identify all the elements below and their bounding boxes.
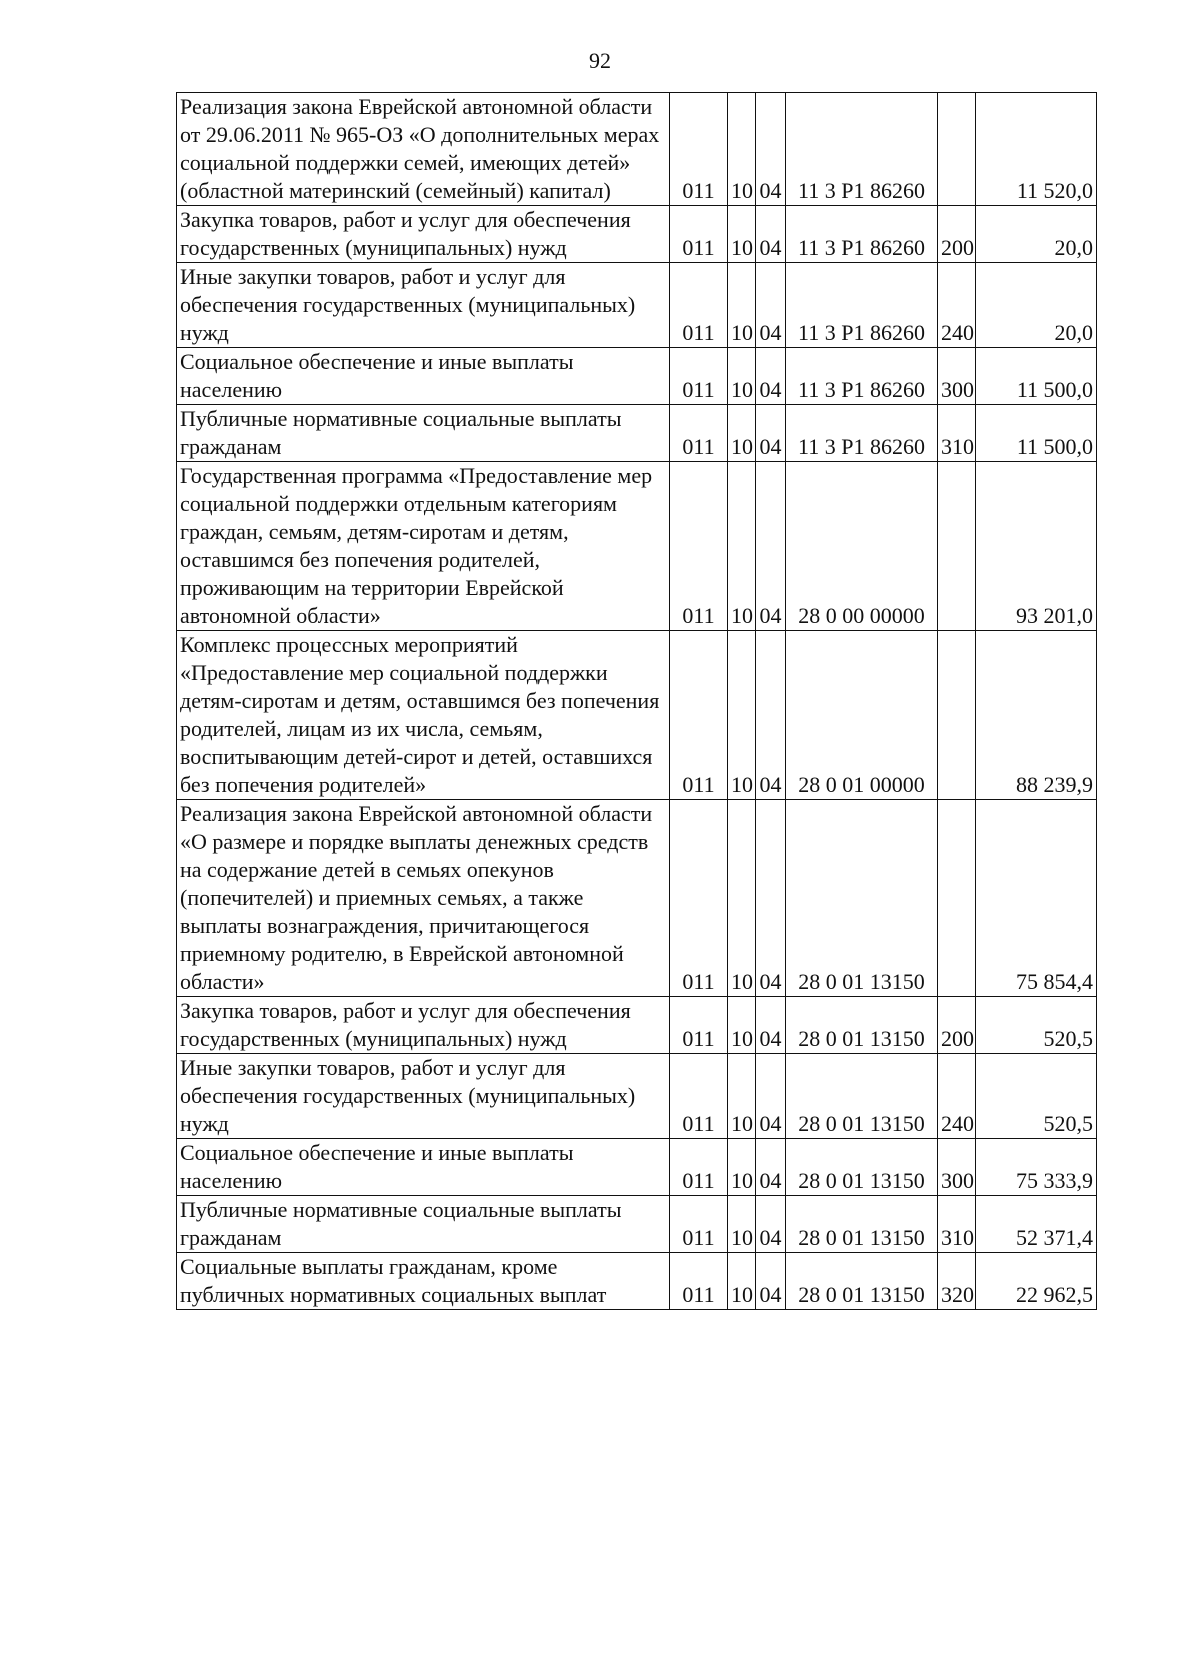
table-row [177, 1054, 1097, 1139]
amount-cell: 11 500,0 [976, 348, 1097, 405]
expense-type-cell: 200 [938, 206, 976, 263]
ministry-code-cell: 011 [670, 1196, 728, 1253]
ministry-code-cell: 011 [670, 800, 728, 997]
expense-type-cell: 200 [938, 997, 976, 1054]
expense-type-cell: 240 [938, 263, 976, 348]
table-row [177, 263, 1097, 348]
expense-type-cell [938, 631, 976, 800]
subsection-code-cell: 04 [756, 405, 786, 462]
amount-cell: 52 371,4 [976, 1196, 1097, 1253]
ministry-code-cell: 011 [670, 405, 728, 462]
amount-cell: 88 239,9 [976, 631, 1097, 800]
amount-cell: 520,5 [976, 1054, 1097, 1139]
subsection-code-cell: 04 [756, 348, 786, 405]
table-row [177, 631, 1097, 800]
subsection-code-cell: 04 [756, 462, 786, 631]
table-row [177, 348, 1097, 405]
ministry-code-cell: 011 [670, 206, 728, 263]
section-code-cell: 10 [728, 800, 756, 997]
ministry-code-cell: 011 [670, 462, 728, 631]
amount-cell: 75 333,9 [976, 1139, 1097, 1196]
row-name-cell: Публичные нормативные социальные выплаты гражданам [177, 1196, 670, 1253]
row-name-cell: Закупка товаров, работ и услуг для обеспечения государственных (муниципальных) нужд [177, 997, 670, 1054]
table-row [177, 93, 1097, 206]
row-name-cell: Иные закупки товаров, работ и услуг для обеспечения государственных (муниципальных) нужд [177, 1054, 670, 1139]
expense-type-cell: 300 [938, 348, 976, 405]
expense-type-cell [938, 93, 976, 206]
ministry-code-cell: 011 [670, 1139, 728, 1196]
row-name-cell: Реализация закона Еврейской автономной области «О размере и порядке выплаты денежных средств на содержание детей в семьях опекунов (попечителей) и приемных семьях, а также выплаты вознаграждения, причитающегося приемному родителю, в Еврейской автономной области» [177, 800, 670, 997]
target-article-cell: 11 3 P1 86260 [786, 348, 938, 405]
expense-type-cell: 310 [938, 405, 976, 462]
amount-cell: 75 854,4 [976, 800, 1097, 997]
section-code-cell: 10 [728, 93, 756, 206]
amount-cell: 22 962,5 [976, 1253, 1097, 1310]
section-code-cell: 10 [728, 997, 756, 1054]
ministry-code-cell: 011 [670, 1054, 728, 1139]
target-article-cell: 28 0 01 13150 [786, 997, 938, 1054]
amount-cell: 11 520,0 [976, 93, 1097, 206]
target-article-cell: 28 0 01 13150 [786, 1253, 938, 1310]
expense-type-cell [938, 800, 976, 997]
table-row [177, 800, 1097, 997]
amount-cell: 20,0 [976, 263, 1097, 348]
subsection-code-cell: 04 [756, 800, 786, 997]
amount-cell: 520,5 [976, 997, 1097, 1054]
expense-type-cell: 310 [938, 1196, 976, 1253]
subsection-code-cell: 04 [756, 206, 786, 263]
row-name-cell: Социальное обеспечение и иные выплаты населению [177, 348, 670, 405]
target-article-cell: 28 0 01 13150 [786, 1139, 938, 1196]
page-number: 92 [589, 48, 611, 73]
subsection-code-cell: 04 [756, 1139, 786, 1196]
ministry-code-cell: 011 [670, 631, 728, 800]
subsection-code-cell: 04 [756, 93, 786, 206]
section-code-cell: 10 [728, 405, 756, 462]
row-name-cell: Социальное обеспечение и иные выплаты населению [177, 1139, 670, 1196]
table-row [177, 1253, 1097, 1310]
budget-table [176, 92, 1097, 1310]
expense-type-cell: 240 [938, 1054, 976, 1139]
expense-type-cell: 320 [938, 1253, 976, 1310]
subsection-code-cell: 04 [756, 1196, 786, 1253]
target-article-cell: 28 0 01 00000 [786, 631, 938, 800]
row-name-cell: Комплекс процессных мероприятий «Предоставление мер социальной поддержки детям-сиротам и детям, оставшимся без попечения родителей, лицам из их числа, семьям, воспитывающим детей-сирот и детей, оставшихся без попечения родителей» [177, 631, 670, 800]
section-code-cell: 10 [728, 206, 756, 263]
ministry-code-cell: 011 [670, 93, 728, 206]
ministry-code-cell: 011 [670, 348, 728, 405]
row-name-cell: Публичные нормативные социальные выплаты гражданам [177, 405, 670, 462]
ministry-code-cell: 011 [670, 997, 728, 1054]
ministry-code-cell: 011 [670, 1253, 728, 1310]
row-name-cell: Социальные выплаты гражданам, кроме публичных нормативных социальных выплат [177, 1253, 670, 1310]
target-article-cell: 28 0 01 13150 [786, 800, 938, 997]
expense-type-cell: 300 [938, 1139, 976, 1196]
row-name-cell: Закупка товаров, работ и услуг для обеспечения государственных (муниципальных) нужд [177, 206, 670, 263]
target-article-cell: 11 3 P1 86260 [786, 93, 938, 206]
target-article-cell: 28 0 01 13150 [786, 1054, 938, 1139]
target-article-cell: 11 3 P1 86260 [786, 405, 938, 462]
amount-cell: 93 201,0 [976, 462, 1097, 631]
expense-type-cell [938, 462, 976, 631]
section-code-cell: 10 [728, 1196, 756, 1253]
section-code-cell: 10 [728, 263, 756, 348]
subsection-code-cell: 04 [756, 631, 786, 800]
table-row [177, 1139, 1097, 1196]
row-name-cell: Реализация закона Еврейской автономной области от 29.06.2011 № 965-ОЗ «О дополнительных мерах социальной поддержки семей, имеющих детей» (областной материнский (семейный) капитал) [177, 93, 670, 206]
ministry-code-cell: 011 [670, 263, 728, 348]
section-code-cell: 10 [728, 462, 756, 631]
section-code-cell: 10 [728, 631, 756, 800]
section-code-cell: 10 [728, 348, 756, 405]
table-row [177, 462, 1097, 631]
subsection-code-cell: 04 [756, 997, 786, 1054]
target-article-cell: 11 3 P1 86260 [786, 263, 938, 348]
table-row [177, 1196, 1097, 1253]
amount-cell: 11 500,0 [976, 405, 1097, 462]
section-code-cell: 10 [728, 1054, 756, 1139]
target-article-cell: 28 0 00 00000 [786, 462, 938, 631]
target-article-cell: 11 3 P1 86260 [786, 206, 938, 263]
section-code-cell: 10 [728, 1139, 756, 1196]
subsection-code-cell: 04 [756, 1253, 786, 1310]
target-article-cell: 28 0 01 13150 [786, 1196, 938, 1253]
row-name-cell: Государственная программа «Предоставление мер социальной поддержки отдельным категориям граждан, семьям, детям-сиротам и детям, оставшимся без попечения родителей, проживающим на территории Еврейской автономной области» [177, 462, 670, 631]
subsection-code-cell: 04 [756, 263, 786, 348]
table-row [177, 405, 1097, 462]
amount-cell: 20,0 [976, 206, 1097, 263]
table-row [177, 997, 1097, 1054]
table-row [177, 206, 1097, 263]
row-name-cell: Иные закупки товаров, работ и услуг для обеспечения государственных (муниципальных) нужд [177, 263, 670, 348]
section-code-cell: 10 [728, 1253, 756, 1310]
subsection-code-cell: 04 [756, 1054, 786, 1139]
